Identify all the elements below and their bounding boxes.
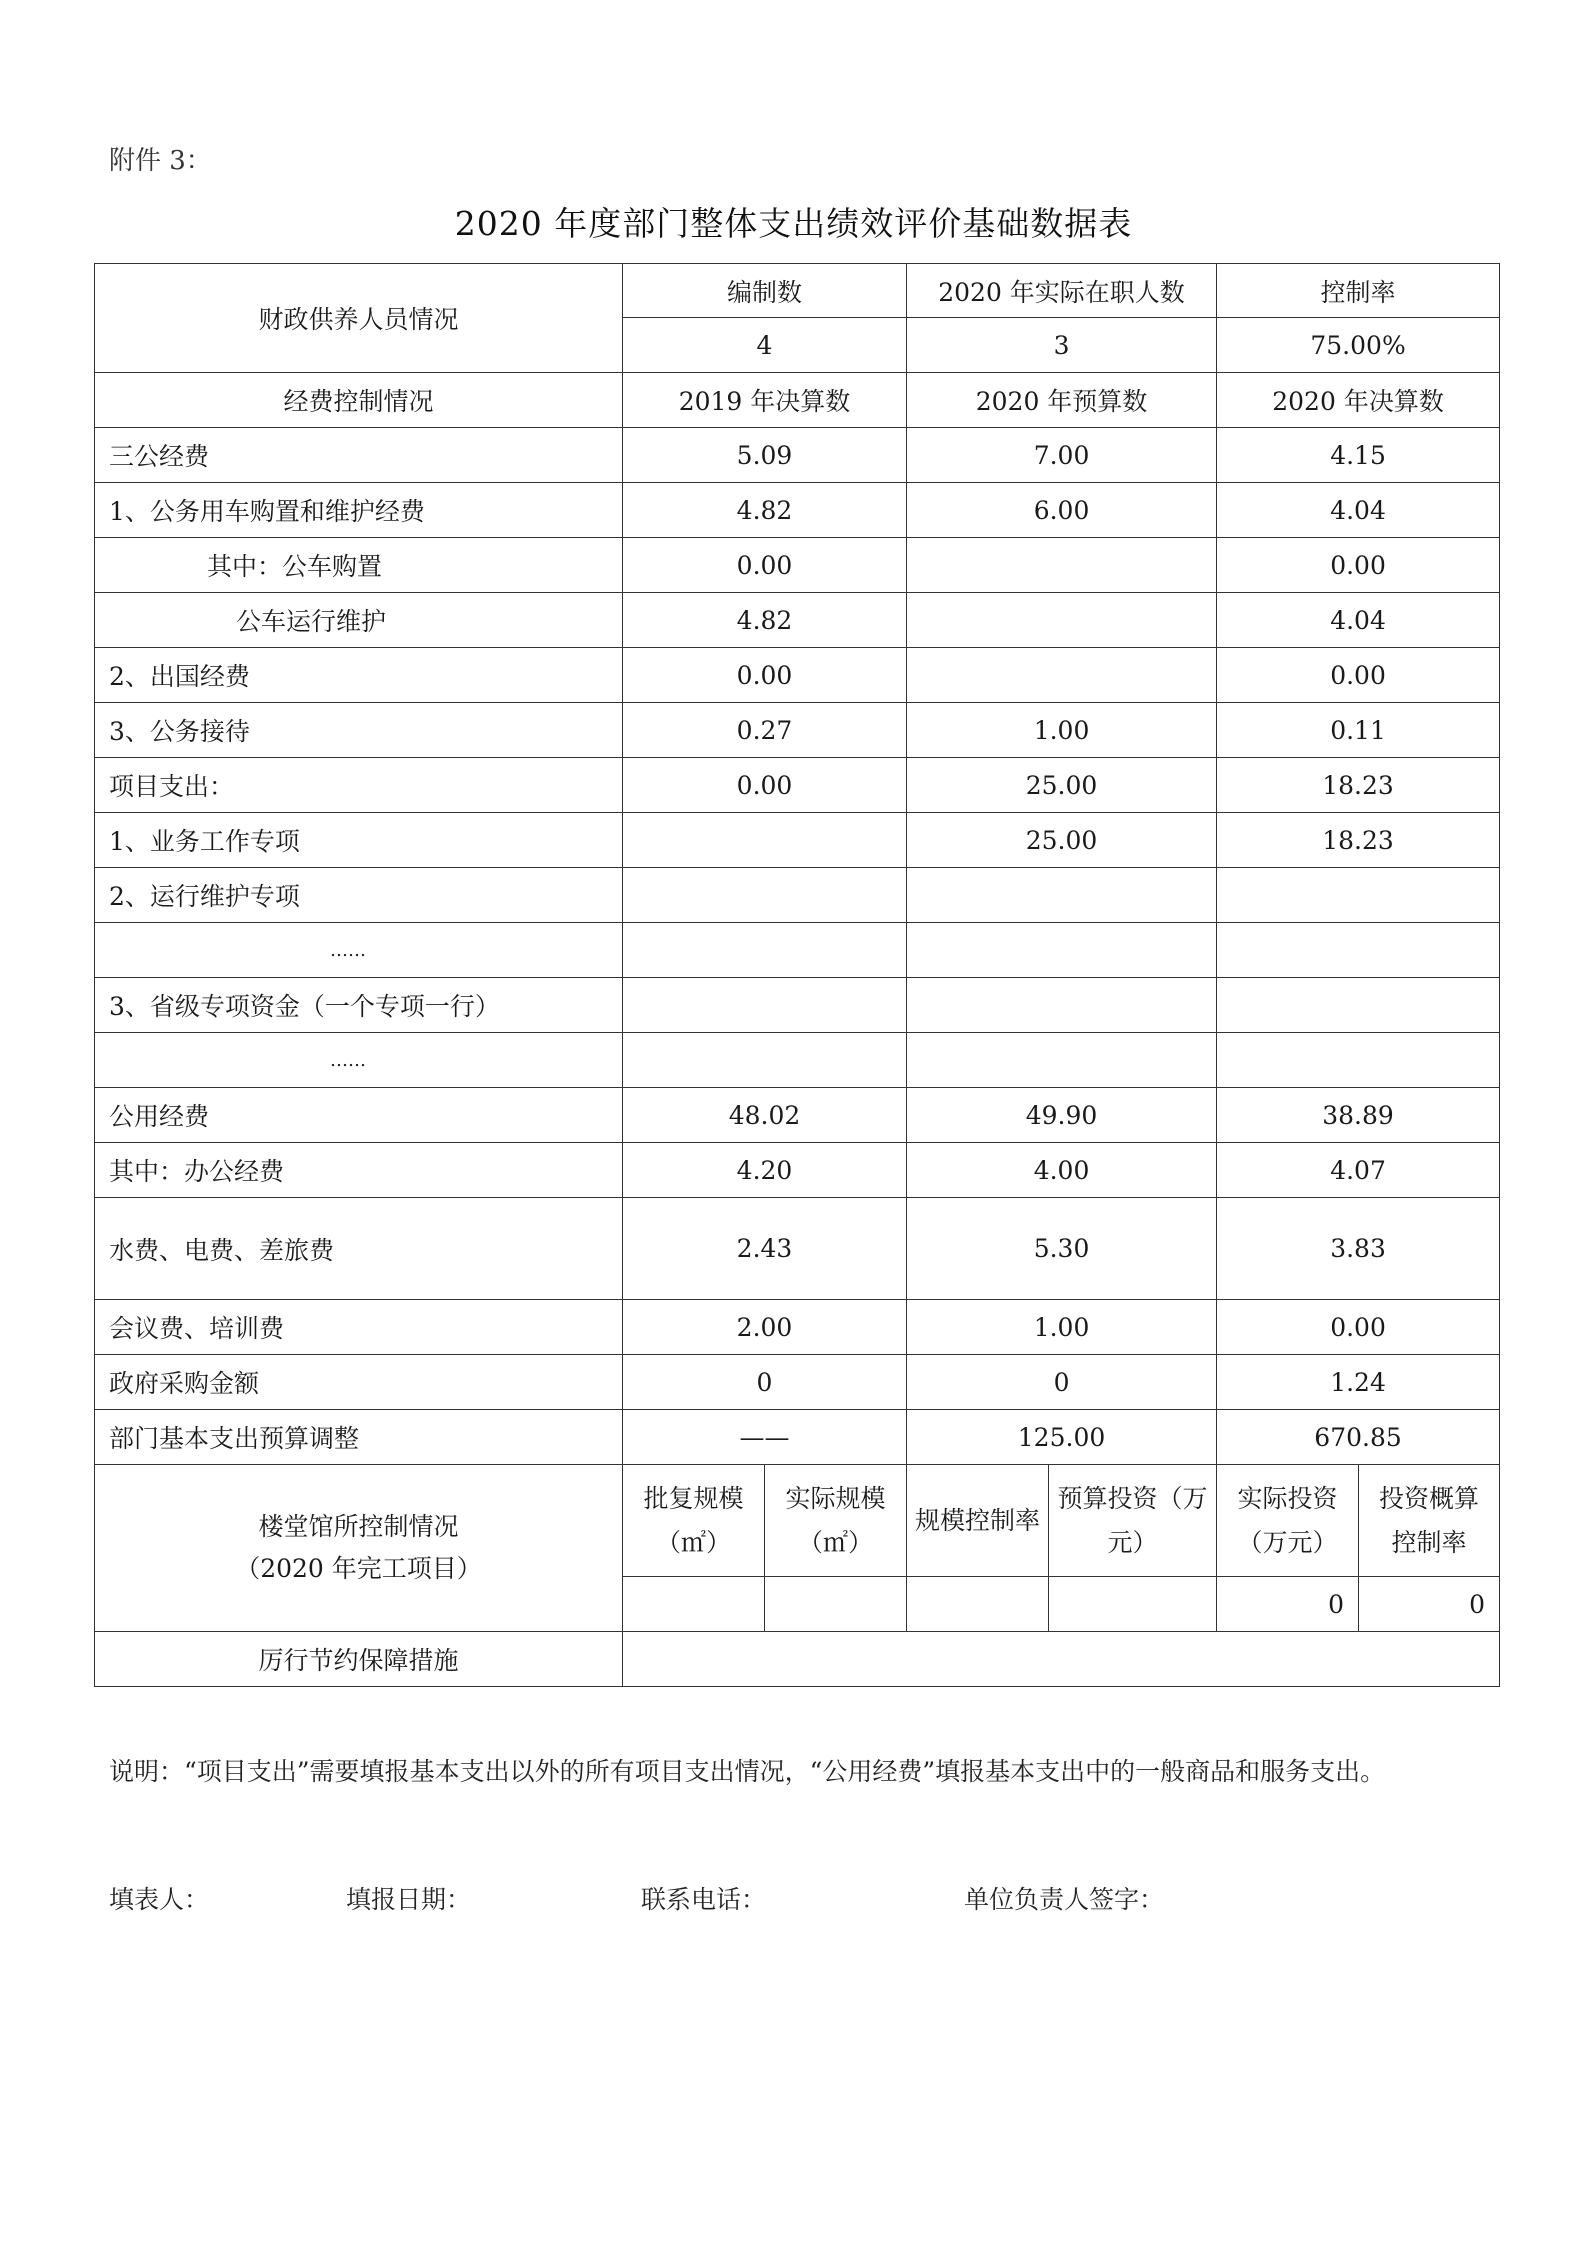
row-value [1217,923,1500,978]
row-label: 部门基本支出预算调整 [95,1410,623,1465]
expense-header-row [95,373,1500,428]
row-value: 0.00 [1217,648,1500,703]
fill-date-label: 填报日期： [346,1885,472,1914]
row-value: 5.30 [907,1198,1217,1300]
row-value [623,813,907,868]
building-value-cell: 0 [1217,1577,1359,1632]
row-value: 1.00 [907,703,1217,758]
row-value [1217,978,1500,1033]
row-label: 1、公务用车购置和维护经费 [95,483,623,538]
expense-header-cell: 2020 年预算数 [907,373,1217,428]
row-value: 4.82 [623,483,907,538]
building-label-line1: 楼堂馆所控制情况 [258,1512,459,1541]
row-value: 18.23 [1217,813,1500,868]
row-value: 18.23 [1217,758,1500,813]
row-value: 0.11 [1217,703,1500,758]
performance-data-table [94,263,1500,1687]
building-value-cell [907,1577,1049,1632]
row-value: 38.89 [1217,1088,1500,1143]
row-label: 水费、电费、差旅费 [95,1198,623,1300]
staff-header-cell: 控制率 [1217,264,1500,318]
row-value: 2.00 [623,1300,907,1355]
row-label: 3、省级专项资金（一个专项一行） [95,978,623,1033]
building-section [95,1465,1500,1632]
building-value-cell [765,1577,907,1632]
row-value: 670.85 [1217,1410,1500,1465]
table-row [95,758,1500,813]
row-value: 1.00 [907,1300,1217,1355]
row-value [907,978,1217,1033]
table-row [95,648,1500,703]
table-row [95,1143,1500,1198]
table-row [95,1410,1500,1465]
row-label: 1、业务工作专项 [95,813,623,868]
table-row [95,978,1500,1033]
staff-header-cell: 2020 年实际在职人数 [907,264,1217,318]
row-label: 政府采购金额 [95,1355,623,1410]
row-value: 4.20 [623,1143,907,1198]
row-value: 0.00 [623,758,907,813]
table-row [95,428,1500,483]
staff-value-cell: 75.00% [1217,318,1500,373]
row-value: 49.90 [907,1088,1217,1143]
building-label-line2: （2020 年完工项目） [235,1554,482,1583]
row-value [907,538,1217,593]
building-value-cell [623,1577,765,1632]
row-value: 4.00 [907,1143,1217,1198]
table-row [95,1198,1500,1300]
row-label: 2、运行维护专项 [95,868,623,923]
table-row [95,1355,1500,1410]
row-value: 0.00 [623,538,907,593]
expense-header-label: 经费控制情况 [95,373,623,428]
table-row [95,593,1500,648]
row-value [623,868,907,923]
row-label: …… [95,923,623,978]
row-label: 其中：公车购置 [95,538,623,593]
row-label: 会议费、培训费 [95,1300,623,1355]
row-value [623,923,907,978]
signature-label: 单位负责人签字： [964,1885,1165,1914]
row-label: 3、公务接待 [95,703,623,758]
row-value: 0 [623,1355,907,1410]
row-value: 0 [907,1355,1217,1410]
explanatory-note: 说明：“项目支出”需要填报基本支出以外的所有项目支出情况，“公用经费”填报基本支出中的一般商品和服务支出。 [109,1757,1386,1786]
row-value: —— [623,1410,907,1465]
row-label: 项目支出： [95,758,623,813]
row-label: 三公经费 [95,428,623,483]
staff-value-cell: 4 [623,318,907,373]
row-value: 0.27 [623,703,907,758]
table-row [95,483,1500,538]
frugal-value [623,1632,1500,1687]
building-value-cell: 0 [1359,1577,1500,1632]
frugal-label: 厉行节约保障措施 [95,1632,623,1687]
staff-section [95,264,1500,373]
row-value [907,648,1217,703]
row-value [907,923,1217,978]
staff-label: 财政供养人员情况 [95,264,623,373]
staff-header-cell: 编制数 [623,264,907,318]
row-value: 0.00 [623,648,907,703]
row-value: 2.43 [623,1198,907,1300]
filler-label: 填表人： [109,1885,210,1914]
row-value: 0.00 [1217,538,1500,593]
building-header-cell: 批复规模（㎡） [623,1465,765,1577]
row-value: 3.83 [1217,1198,1500,1300]
table-row [95,1300,1500,1355]
row-value: 1.24 [1217,1355,1500,1410]
building-value-cell [1049,1577,1217,1632]
row-value: 4.07 [1217,1143,1500,1198]
table-row [95,923,1500,978]
building-header-cell: 预算投资（万元） [1049,1465,1217,1577]
row-label: 公用经费 [95,1088,623,1143]
page-title: 2020 年度部门整体支出绩效评价基础数据表 [454,204,1133,243]
row-value [907,868,1217,923]
frugal-section [95,1632,1500,1687]
row-value: 0.00 [1217,1300,1500,1355]
table-row [95,813,1500,868]
row-value: 25.00 [907,813,1217,868]
row-value [907,593,1217,648]
table-row [95,1088,1500,1143]
expense-header-cell: 2020 年决算数 [1217,373,1500,428]
building-label [95,1465,623,1632]
row-label: 其中：办公经费 [95,1143,623,1198]
row-value: 4.15 [1217,428,1500,483]
building-header-cell: 实际投资（万元） [1217,1465,1359,1577]
row-value [907,1033,1217,1088]
building-header-cell: 规模控制率 [907,1465,1049,1577]
expense-header-cell: 2019 年决算数 [623,373,907,428]
row-value: 4.82 [623,593,907,648]
building-header-cell: 投资概算控制率 [1359,1465,1500,1577]
row-value: 5.09 [623,428,907,483]
table-row [95,868,1500,923]
row-value: 6.00 [907,483,1217,538]
expense-section [95,373,1500,1465]
row-value [623,978,907,1033]
row-label: 2、出国经费 [95,648,623,703]
row-value [1217,1033,1500,1088]
row-value: 125.00 [907,1410,1217,1465]
row-label: 公车运行维护 [95,593,623,648]
staff-value-cell: 3 [907,318,1217,373]
table-row [95,1033,1500,1088]
contact-phone-label: 联系电话： [641,1885,767,1914]
row-value: 4.04 [1217,483,1500,538]
table-row [95,538,1500,593]
row-label: …… [95,1033,623,1088]
row-value: 25.00 [907,758,1217,813]
row-value: 48.02 [623,1088,907,1143]
row-value: 7.00 [907,428,1217,483]
row-value [1217,868,1500,923]
table-row [95,703,1500,758]
building-header-cell: 实际规模（㎡） [765,1465,907,1577]
attachment-label: 附件 3： [109,146,212,176]
row-value [623,1033,907,1088]
row-value: 4.04 [1217,593,1500,648]
